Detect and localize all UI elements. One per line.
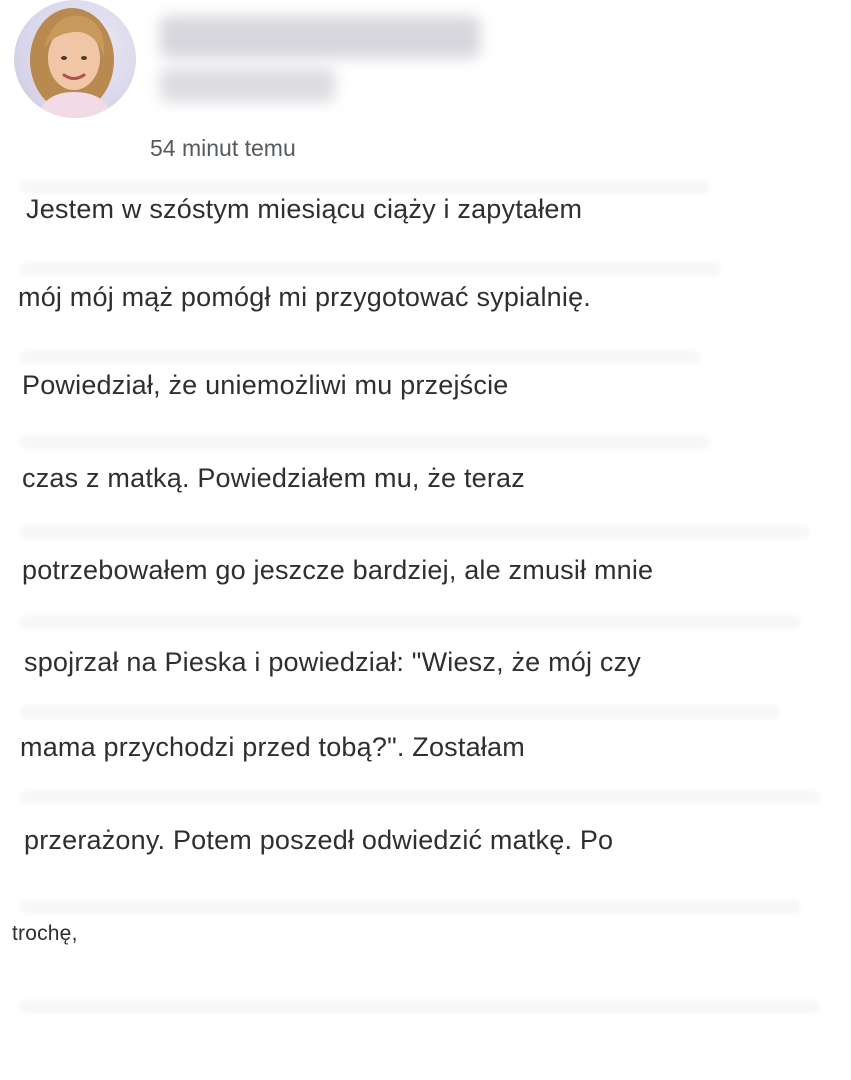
ghost-text-row xyxy=(20,615,800,629)
ghost-text-row xyxy=(20,180,710,194)
ghost-text-row xyxy=(20,350,700,364)
ghost-text-row xyxy=(20,262,720,276)
byline-blurred xyxy=(160,68,335,102)
post-text-line: Powiedział, że uniemożliwi mu przejście xyxy=(22,370,509,400)
avatar[interactable] xyxy=(14,0,136,118)
post-text-line: potrzebowałem go jeszcze bardziej, ale zmusił mnie xyxy=(22,555,654,585)
post-text-line: spojrzał na Pieska i powiedział: "Wiesz, że mój czy xyxy=(24,647,642,677)
post-text-line: trochę, xyxy=(12,922,78,945)
post-text-line: mama przychodzi przed tobą?". Zostałam xyxy=(20,732,525,762)
post-text-line: przerażony. Potem poszedł odwiedzić matkę. Po xyxy=(24,825,614,855)
post-text-line: czas z matką. Powiedziałem mu, że teraz xyxy=(22,463,525,493)
post-timestamp: 54 minut temu xyxy=(150,135,296,161)
user-avatar-photo-icon xyxy=(14,0,136,118)
post-text-line: Jestem w szóstym miesiącu ciąży i zapytałem xyxy=(26,194,583,224)
ghost-text-row xyxy=(20,900,800,914)
ghost-text-row xyxy=(20,525,810,539)
ghost-text-row xyxy=(20,435,710,449)
post-text-line: mój mój mąż pomógł mi przygotować sypialnię. xyxy=(18,282,592,312)
username-blurred[interactable] xyxy=(160,16,480,58)
ghost-text-row xyxy=(20,705,780,719)
ghost-text-row xyxy=(20,790,820,804)
ghost-text-row xyxy=(20,1000,820,1014)
